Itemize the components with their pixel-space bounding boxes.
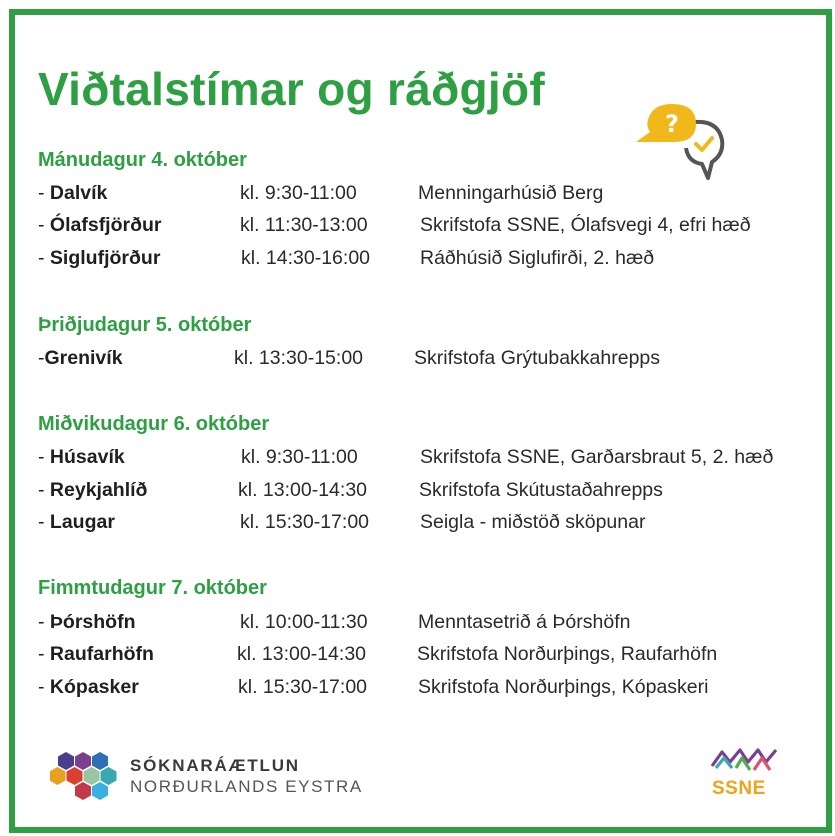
row-prefix: - [38,479,50,501]
place-name: Ólafsfjörður [49,214,162,236]
place-name: Laugar [49,511,115,533]
time-range: kl. 15:30-17:00 [240,511,370,533]
hexagon-cluster-icon [50,748,126,804]
time-range: kl. 14:30-16:00 [241,247,371,269]
location: Skrifstofa Norðurþings, Kópaskeri [418,676,709,698]
time-range: kl. 13:00-14:30 [237,643,367,665]
location: Menningarhúsið Berg [418,182,604,204]
location: Skrifstofa SSNE, Ólafsvegi 4, efri hæð [420,214,751,236]
row-prefix: - [38,643,50,665]
location: Skrifstofa SSNE, Garðarsbraut 5, 2. hæð [420,446,774,468]
place-name: Húsavík [49,446,125,468]
time-range: kl. 9:30-11:00 [241,446,358,468]
place-name: Kópasker [49,676,139,698]
row-prefix: - [38,347,45,369]
time-range: kl. 15:30-17:00 [238,676,368,698]
row-prefix: - [38,511,50,533]
place-name: Þórshöfn [49,611,136,633]
row-prefix: - [38,676,50,698]
location: Menntasetrið á Þórshöfn [418,611,631,633]
page-title: Viðtalstímar og ráðgjöf [38,63,546,115]
place-name: Dalvík [49,182,108,204]
logo-line-1: SÓKNARÁÆTLUN [130,756,300,775]
location: Skrifstofa Norðurþings, Raufarhöfn [417,643,718,665]
location: Seigla - miðstöð sköpunar [420,511,646,533]
location: Skrifstofa Skútustaðahrepps [419,479,663,501]
place-name: Grenivík [44,347,123,369]
svg-text:?: ? [665,110,679,138]
time-range: kl. 9:30-11:00 [240,182,357,204]
day-heading-monday: Mánudagur 4. október [38,149,247,171]
place-name: Siglufjörður [49,247,161,269]
day-heading-wednesday: Miðvikudagur 6. október [38,413,270,435]
time-range: kl. 13:30-15:00 [234,347,364,369]
row-prefix: - [38,182,50,204]
row-prefix: - [38,446,50,468]
location: Ráðhúsið Siglufirði, 2. hæð [420,247,655,269]
row-prefix: - [38,214,50,236]
question-chat-icon [632,96,732,186]
place-name: Raufarhöfn [49,643,154,665]
time-range: kl. 11:30-13:00 [240,214,368,236]
time-range: kl. 13:00-14:30 [238,479,368,501]
time-range: kl. 10:00-11:30 [240,611,368,633]
logo-line-2: NORÐURLANDS EYSTRA [130,777,363,796]
ssne-brand-text: SSNE [712,778,766,799]
place-name: Reykjahlíð [49,479,148,501]
mountain-zigzag-icon [708,744,780,778]
location: Skrifstofa Grýtubakkahrepps [414,347,661,369]
row-prefix: - [38,247,50,269]
row-prefix: - [38,611,50,633]
day-heading-tuesday: Þriðjudagur 5. október [38,314,252,336]
day-heading-thursday: Fimmtudagur 7. október [38,577,267,599]
